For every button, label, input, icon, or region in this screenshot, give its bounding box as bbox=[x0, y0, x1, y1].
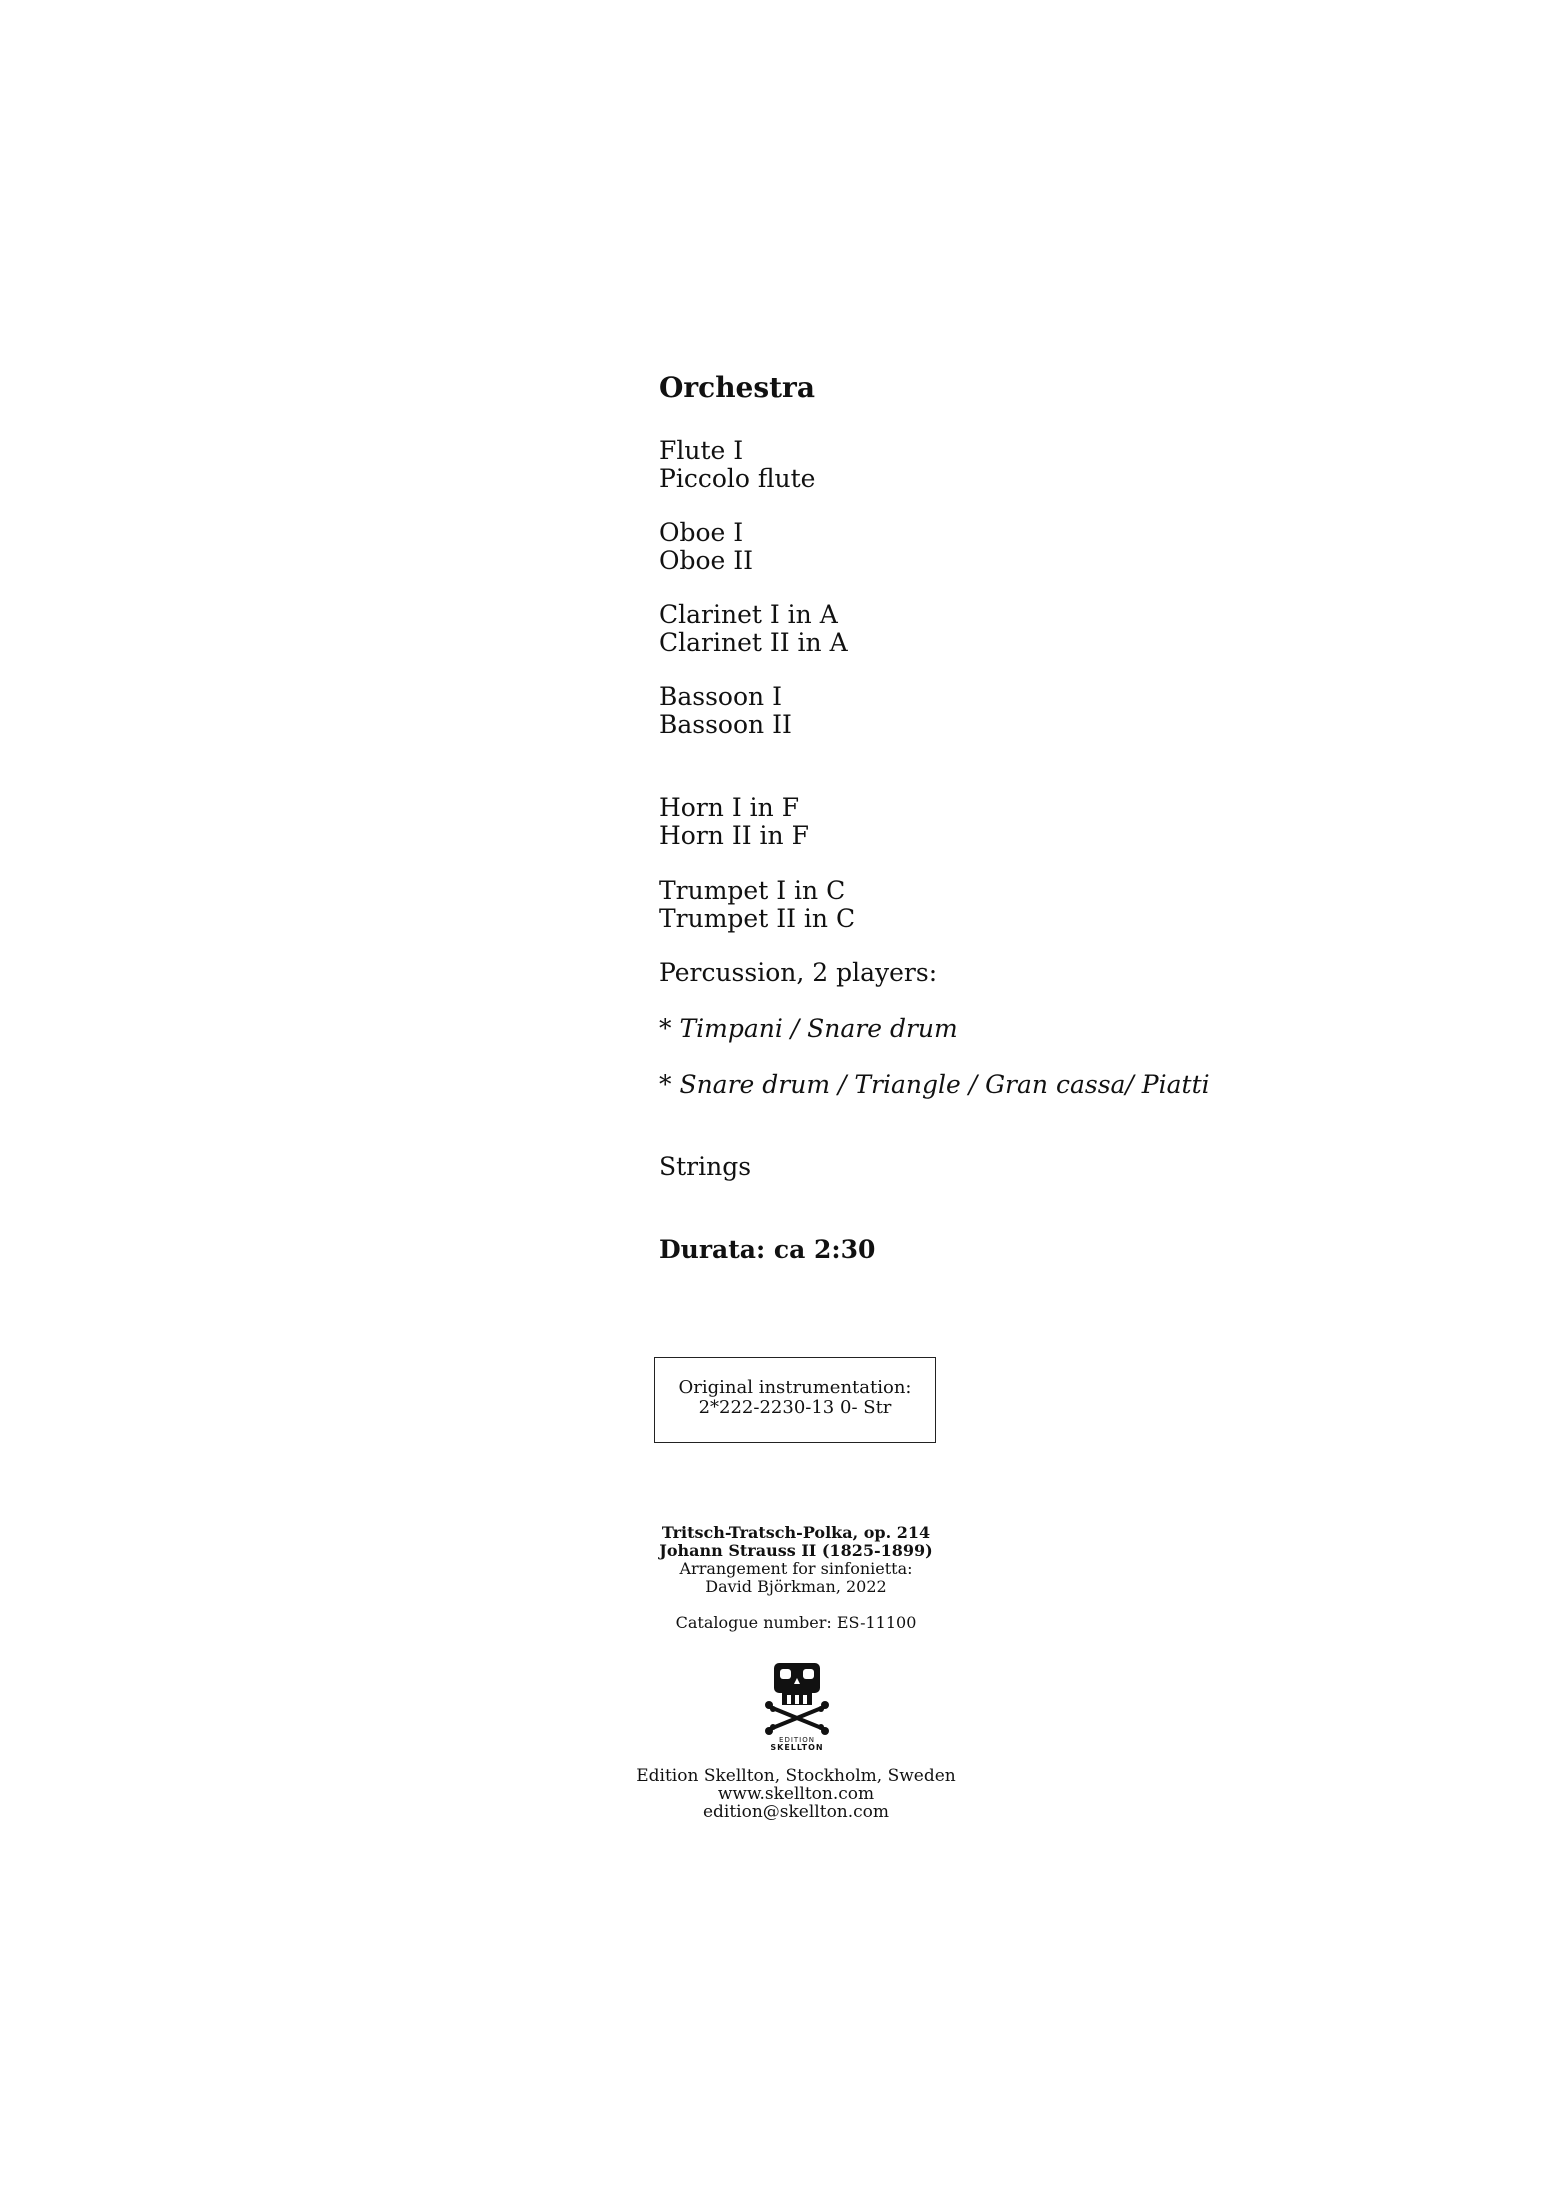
instrument-horn-1: Horn I in F bbox=[659, 793, 800, 822]
instrument-clarinet-1: Clarinet I in A bbox=[659, 600, 838, 629]
instrument-trumpet-2: Trumpet II in C bbox=[659, 904, 856, 933]
publisher-info bbox=[596, 1767, 996, 1821]
publisher-address: Edition Skellton, Stockholm, Sweden bbox=[636, 1766, 956, 1786]
duration-text: Durata: ca 2:30 bbox=[659, 1235, 876, 1264]
orchestra-heading: Orchestra bbox=[659, 371, 815, 404]
original-instrumentation-box bbox=[654, 1357, 936, 1443]
percussion-player-1: * Timpani / Snare drum bbox=[659, 1014, 958, 1043]
instrument-horn-2: Horn II in F bbox=[659, 821, 809, 850]
percussion-heading: Percussion, 2 players: bbox=[659, 958, 938, 987]
instrument-oboe-1: Oboe I bbox=[659, 518, 744, 547]
instrument-strings: Strings bbox=[659, 1152, 752, 1181]
skellton-skull-logo-icon bbox=[762, 1659, 832, 1751]
instrument-piccolo: Piccolo flute bbox=[659, 464, 816, 493]
instrument-clarinet-2: Clarinet II in A bbox=[659, 628, 848, 657]
work-title: Tritsch-Tratsch-Polka, op. 214 bbox=[661, 1523, 931, 1542]
instrument-bassoon-1: Bassoon I bbox=[659, 682, 782, 711]
work-composer: Johann Strauss II (1825-1899) bbox=[659, 1541, 933, 1560]
work-arrangement: Arrangement for sinfonietta: bbox=[679, 1559, 913, 1578]
instrument-flute-1: Flute I bbox=[659, 436, 744, 465]
instrument-trumpet-1: Trumpet I in C bbox=[659, 876, 846, 905]
logo-edition-text: EDITION bbox=[779, 1736, 815, 1744]
original-instrumentation-label: Original instrumentation: bbox=[678, 1377, 912, 1398]
publisher-email: edition@skellton.com bbox=[702, 1802, 890, 1822]
logo-skellton-text: SKELLTON bbox=[770, 1743, 824, 1751]
percussion-player-2: * Snare drum / Triangle / Gran cassa/ Piatti bbox=[659, 1070, 1210, 1099]
instrument-oboe-2: Oboe II bbox=[659, 546, 754, 575]
instrument-bassoon-2: Bassoon II bbox=[659, 710, 792, 739]
publisher-website: www.skellton.com bbox=[717, 1784, 875, 1804]
original-instrumentation-code: 2*222-2230-13 0- Str bbox=[698, 1397, 892, 1418]
work-arranger: David Björkman, 2022 bbox=[705, 1577, 887, 1596]
catalogue-number: Catalogue number: ES-11100 bbox=[675, 1613, 917, 1632]
work-info bbox=[596, 1524, 996, 1632]
